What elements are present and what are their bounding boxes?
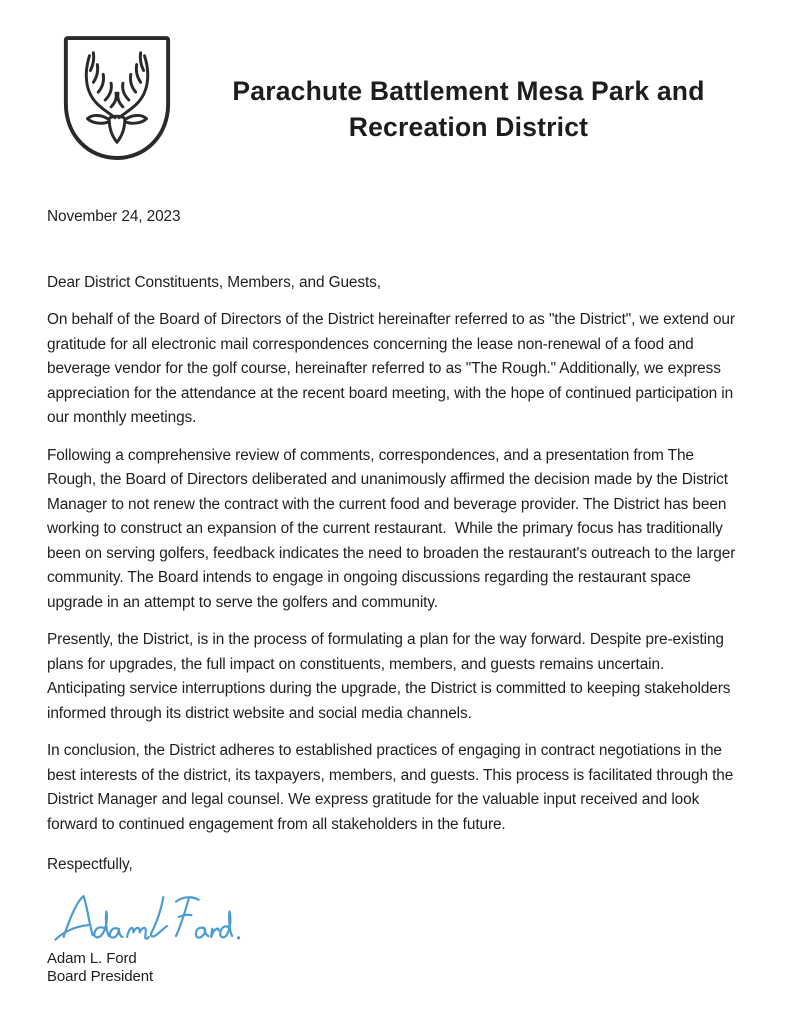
paragraph-3: Presently, the District, is in the process of formulating a plan for the way forward. Despite pre-existing plans for upgrades, the full impact on constituents, members, and guests remains uncertain. Anticipating service interruptions during the upgrade, the District is committed to keeping stakeholders informed through its district website and social media channels.: [47, 631, 735, 722]
signer-title: Board President: [47, 968, 154, 985]
salutation: Dear District Constituents, Members, and Guests,: [47, 273, 381, 291]
date: November 24, 2023: [47, 208, 181, 225]
org-title: Parachute Battlement Mesa Park and Recreation District: [232, 76, 705, 142]
title-wrap: [176, 74, 761, 145]
signature-block: [47, 950, 745, 987]
paragraph-2: Following a comprehensive review of comments, correspondences, and a presentation from The Rough, the Board of Directors deliberated and unanimously affirmed the decision made by the District Manager to not renew the contract with the current food and beverage provider. The District has been working to construct an expansion of the current restaurant. While the primary focus has traditionally been on serving golfers, feedback indicates the need to broaden the restaurant's outreach to the larger community. The Board intends to engage in ongoing discussions regarding the restaurant space upgrade in an attempt to serve the golfers and community.: [47, 446, 740, 611]
paragraph-4: In conclusion, the District adheres to established practices of engaging in contract negotiations in the best interests of the district, its taxpayers, members, and guests. This process is facilitated through the District Manager and legal counsel. We express gratitude for the valuable input received and look forward to continued engagement from all stakeholders in the future.: [47, 742, 738, 833]
letterhead: [0, 0, 791, 166]
elk-antlers-shield-logo: [58, 32, 176, 166]
signer-name: Adam L. Ford: [47, 949, 137, 967]
paragraph-1: On behalf of the Board of Directors of the District hereinafter referred to as "the District", we extend our gratitude for all electronic mail correspondences concerning the lease non-renewal of a food and beverage vendor for the golf course, hereinafter referred to as "The Rough." Additionally, we express appreciation for the attendance at the recent board meeting, with the hope of continued participation in our monthly meetings.: [47, 311, 740, 426]
handwritten-signature: [49, 888, 245, 946]
letter-body: [0, 205, 791, 987]
closing: Respectfully,: [47, 856, 133, 873]
